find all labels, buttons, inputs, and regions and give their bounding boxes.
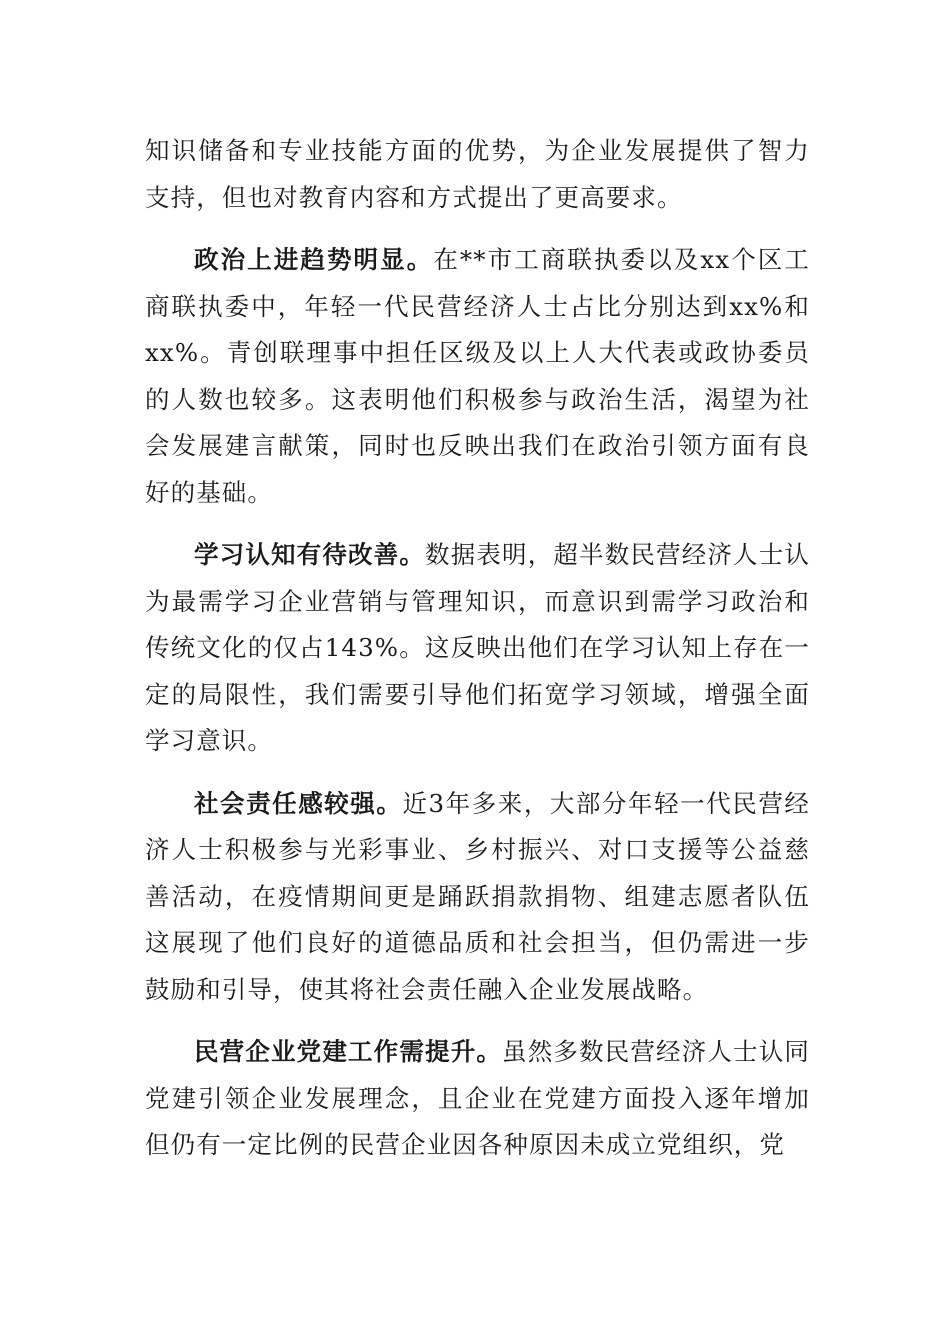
paragraph-political-progress (145, 237, 810, 516)
paragraph-text: 虽然多数民营经济人士认同党建引领企业发展理念，且企业在党建方面投入逐年增加但仍有一定比例的民营企业因各种原因未成立党组织，党 (145, 1037, 810, 1159)
paragraph-text: 近3年多来，大部分年轻一代民营经济人士积极参与光彩事业、乡村振兴、对口支援等公益慈善活动，在疫情期间更是踊跃捐款捐物、组建志愿者队伍这展现了他们良好的道德品质和社会担当，但仍需进一步鼓励和引导，使其将社会责任融入企业发展战略。 (145, 788, 810, 1004)
paragraph-heading: 社会责任感较强。 (194, 788, 403, 818)
paragraph-heading: 学习认知有待改善。 (194, 540, 426, 569)
paragraph-social-responsibility (145, 781, 810, 1014)
paragraph-text: 数据表明，超半数民营经济人士认为最需学习企业营销与管理知识，而意识到需学习政治和传统文化的仅占143%。这反映出他们在学习认知上存在一定的局限性，我们需要引导他们拓宽学习领域，增强全面学习意识。 (145, 540, 810, 755)
paragraph-heading: 政治上进趋势明显。 (194, 245, 434, 274)
paragraph-learning-cognition (145, 532, 810, 765)
paragraph-continuation (145, 128, 810, 221)
paragraph-text: 在**市工商联执委以及xx个区工商联执委中，年轻一代民营经济人士占比分别达到xx%和xx%。青创联理事中担任区级及以上人大代表或政协委员的人数也较多。这表明他们积极参与政治生活，渴望为社会发展建言献策，同时也反映出我们在政治引领方面有良好的基础。 (145, 245, 810, 507)
paragraph-text: 知识储备和专业技能方面的优势，为企业发展提供了智力支持，但也对教育内容和方式提出了更高要求。 (145, 136, 810, 212)
paragraph-heading: 民营企业党建工作需提升。 (194, 1037, 503, 1066)
document-body (145, 128, 810, 1185)
paragraph-party-building (145, 1029, 810, 1169)
